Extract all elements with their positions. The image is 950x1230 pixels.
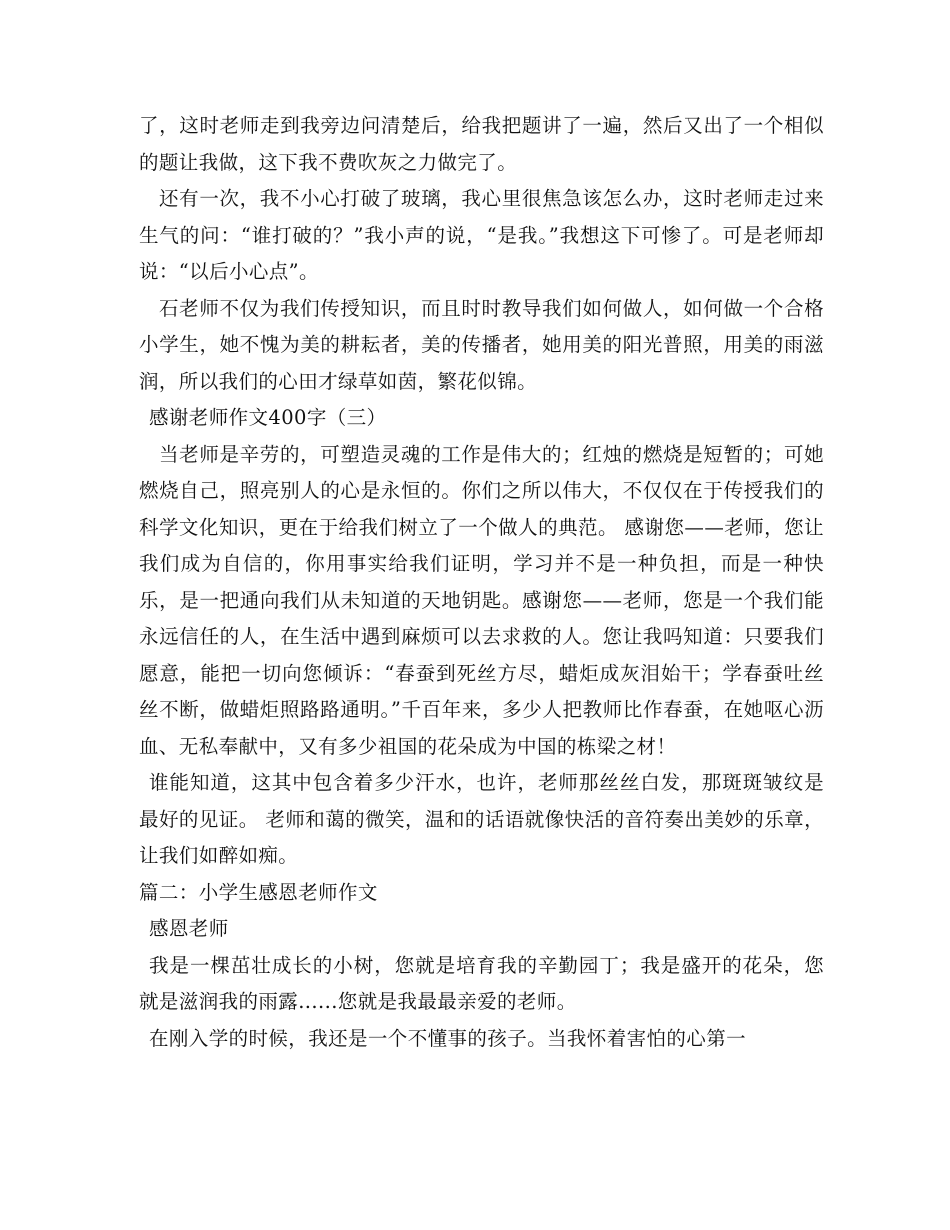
paragraph-10: 在刚入学的时候，我还是一个不懂事的孩子。当我怀着害怕的心第一 <box>149 1026 747 1050</box>
section-heading-400: 感谢老师作文400字（三） <box>149 406 387 429</box>
paragraph-2: 还有一次，我不小心打破了玻璃，我心里很焦急该怎么办，这时老师走过来生气的问：“谁打破的？”我小声的说，“是我。”我想这下可惨了。可是老师却说：“以后小心点”。 <box>139 187 824 283</box>
paragraph-3: 石老师不仅为我们传授知识，而且时时教导我们如何做人，如何做一个合格小学生，她不愧为美的耕耘者，美的传播者，她用美的阳光普照，用美的雨滋润，所以我们的心田才绿草如茵，繁花似锦。 <box>139 296 824 393</box>
essay-title: 感恩老师 <box>149 917 229 940</box>
chapter-heading-2: 篇二：小学生感恩老师作文 <box>139 880 378 904</box>
paragraph-5: 当老师是辛劳的，可塑造灵魂的工作是伟大的；红烛的燃烧是短暂的；可她燃烧自己，照亮别人的心是永恒的。你们之所以伟大，不仅仅在于传授我们的科学文化知识，更在于给我们树立了一个做人的典范。 感谢您——老师，您让我们成为自信的，你用事实给我们证明，学习并不是一种负担，而是一种快乐，是一把通向我们从未知道的天地钥匙。感谢您——老师，您是一个我们能永远信任的人，在生活中遇到麻烦可以去求救的人。您让我吗知道：只要我们愿意，能把一切向您倾诉：“春蚕到死丝方尽，蜡炬成灰泪始干；学春蚕吐丝丝不断，做蜡炬照路路通明。”千百年来，多少人把教师比作春蚕，在她呕心沥血、无私奉献中，又有多少祖国的花朵成为中国的栋梁之材！ <box>139 442 824 758</box>
paragraph-1: 了，这时老师走到我旁边问清楚后，给我把题讲了一遍，然后又出了一个相似的题让我做，这下我不费吹灰之力做完了。 <box>139 114 824 174</box>
paragraph-6: 谁能知道，这其中包含着多少汗水，也许，老师那丝丝白发，那斑斑皱纹是最好的见证。 老师和蔼的微笑，温和的话语就像快活的音符奏出美妙的乐章，让我们如醉如痴。 <box>139 771 824 867</box>
document-body <box>139 108 824 1057</box>
paragraph-9: 我是一棵茁壮成长的小树，您就是培育我的辛勤园丁；我是盛开的花朵，您就是滋润我的雨露......您就是我最最亲爱的老师。 <box>139 953 824 1013</box>
